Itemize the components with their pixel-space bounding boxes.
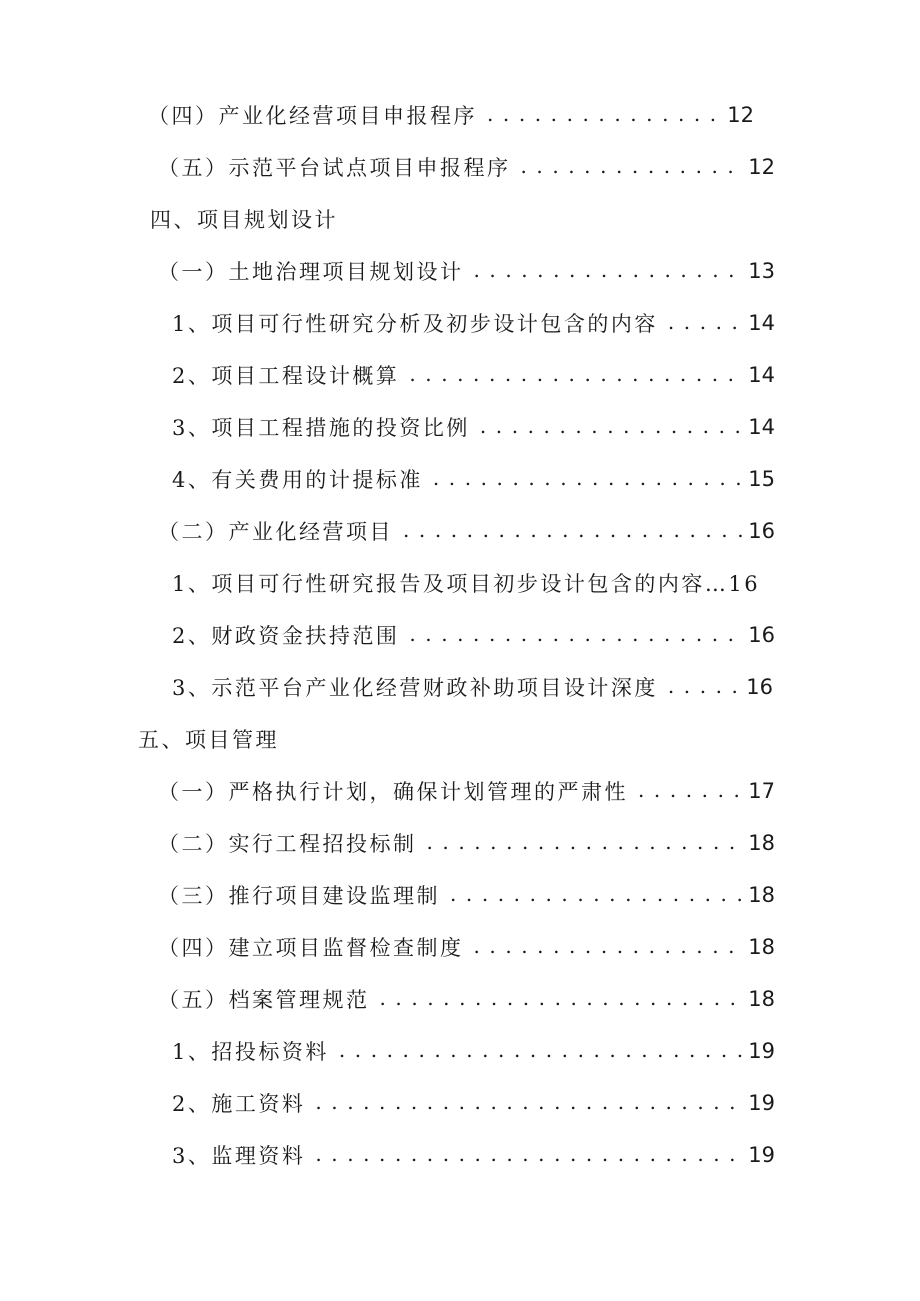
toc-entry-title: （一）土地治理项目规划设计 (158, 260, 464, 284)
dot-leader (474, 930, 745, 964)
toc-entry-title: 1、项目可行性研究报告及项目初步设计包含的内容…16 (172, 572, 761, 596)
toc-entry[interactable] (172, 1138, 775, 1172)
toc-entry-title: （二）实行工程招投标制 (158, 832, 417, 856)
dot-leader (427, 826, 745, 860)
toc-entry[interactable] (172, 618, 775, 652)
dot-leader (668, 306, 744, 340)
toc-entry-title: （五）档案管理规范 (158, 988, 370, 1012)
toc-page-number: 18 (748, 831, 775, 855)
dot-leader (433, 462, 744, 496)
toc-entry[interactable] (172, 358, 775, 392)
toc-entry-title: （一）严格执行计划，确保计划管理的严肃性 (158, 780, 628, 804)
toc-entry[interactable] (172, 306, 775, 340)
toc-entry[interactable] (172, 410, 775, 444)
toc-entry[interactable] (158, 930, 775, 964)
toc-entry-title: 四、项目规划设计 (150, 208, 338, 232)
toc-entry[interactable] (172, 670, 773, 704)
toc-page-number: 18 (748, 987, 775, 1011)
dot-leader (521, 150, 745, 184)
toc-entry-title: （五）示范平台试点项目申报程序 (158, 156, 511, 180)
dot-leader (409, 358, 744, 392)
toc-entry-title: 1、项目可行性研究分析及初步设计包含的内容 (172, 312, 658, 336)
toc-entry[interactable] (172, 462, 775, 496)
toc-entry[interactable] (172, 566, 760, 600)
toc-page-number: 15 (748, 467, 775, 491)
dot-leader (403, 514, 744, 548)
toc-page-number: 19 (748, 1091, 775, 1115)
toc-page-number: 19 (748, 1143, 775, 1167)
toc-page-number: 14 (748, 363, 775, 387)
toc-entry[interactable] (158, 150, 775, 184)
dot-leader (380, 982, 745, 1016)
toc-page-number: 16 (748, 623, 775, 647)
dot-leader (409, 618, 744, 652)
toc-entry-title: （四）建立项目监督检查制度 (158, 936, 464, 960)
toc-page-number: 19 (748, 1039, 775, 1063)
toc-entry-title: 2、财政资金扶持范围 (172, 624, 400, 648)
toc-section-heading[interactable] (138, 722, 279, 756)
toc-entry-title: （三）推行项目建设监理制 (158, 884, 440, 908)
dot-leader (450, 878, 744, 912)
dot-leader (487, 98, 723, 132)
toc-page-number: 12 (748, 155, 775, 179)
dot-leader (668, 670, 742, 704)
toc-entry-title: 3、监理资料 (172, 1144, 306, 1168)
toc-section-heading[interactable] (150, 202, 338, 236)
toc-page-number: 12 (727, 103, 754, 127)
toc-entry-title: 2、施工资料 (172, 1092, 306, 1116)
toc-page-number: 14 (748, 415, 775, 439)
toc-entry[interactable] (158, 514, 775, 548)
toc-entry-title: 3、示范平台产业化经营财政补助项目设计深度 (172, 676, 658, 700)
toc-entry-title: 4、有关费用的计提标准 (172, 468, 423, 492)
toc-entry[interactable] (158, 878, 775, 912)
toc-entry[interactable] (148, 98, 754, 132)
toc-entry-title: 1、招投标资料 (172, 1040, 329, 1064)
dot-leader (480, 410, 744, 444)
dot-leader (315, 1086, 744, 1120)
toc-entry-title: 五、项目管理 (138, 728, 279, 752)
toc-entry[interactable] (172, 1034, 775, 1068)
dot-leader (315, 1138, 744, 1172)
dot-leader (638, 774, 744, 808)
toc-entry-title: 2、项目工程设计概算 (172, 364, 400, 388)
toc-page-number: 16 (748, 519, 775, 543)
toc-entry[interactable] (158, 774, 775, 808)
toc-entry-title: 3、项目工程措施的投资比例 (172, 416, 470, 440)
dot-leader (474, 254, 745, 288)
toc-entry-title: （四）产业化经营项目申报程序 (148, 104, 477, 128)
toc-entry[interactable] (158, 254, 775, 288)
toc-entry[interactable] (158, 982, 775, 1016)
toc-page-number: 17 (748, 779, 775, 803)
toc-entry-title: （二）产业化经营项目 (158, 520, 393, 544)
toc-page-number: 14 (748, 311, 775, 335)
toc-page-number: 16 (746, 675, 773, 699)
toc-entry[interactable] (172, 1086, 775, 1120)
toc-page-number: 18 (748, 883, 775, 907)
toc-page-number: 18 (748, 935, 775, 959)
toc-page-number: 13 (748, 259, 775, 283)
toc-entry[interactable] (158, 826, 775, 860)
dot-leader (339, 1034, 744, 1068)
